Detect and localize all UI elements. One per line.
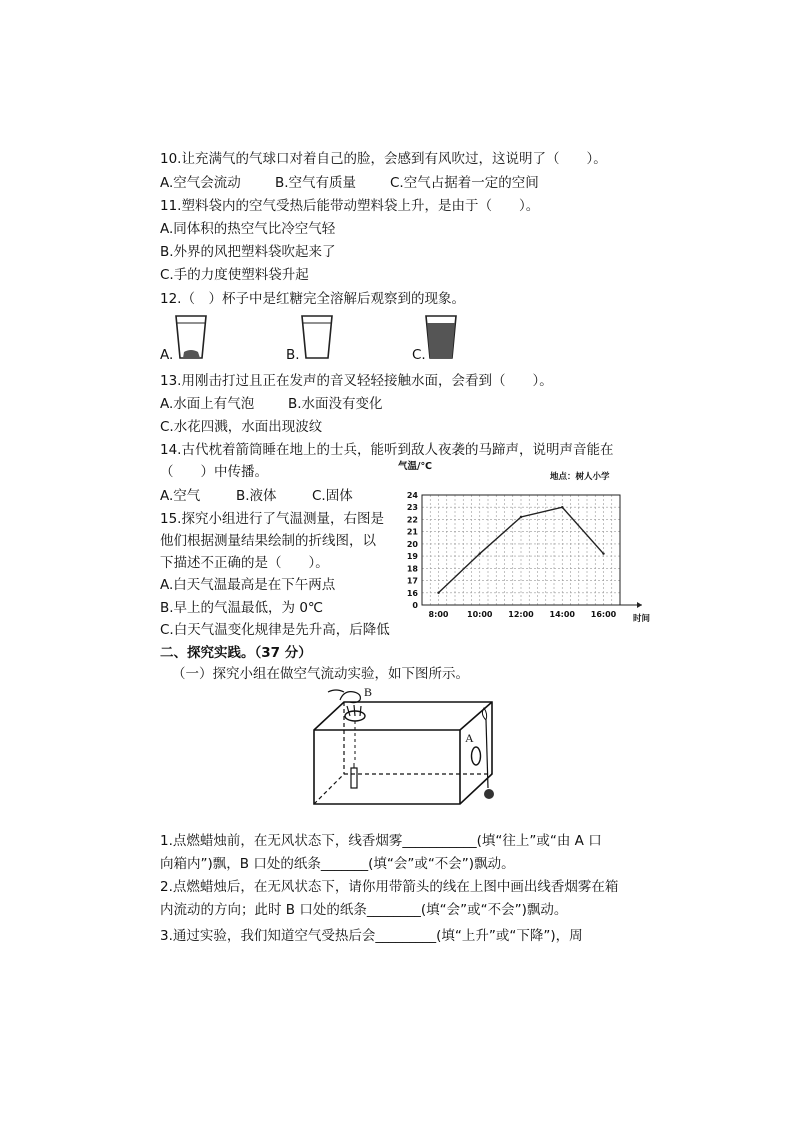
hand-icon (340, 692, 360, 703)
q10-option-b[interactable]: B.空气有质量 (275, 175, 357, 191)
q15-stem-line2: 他们根据测量结果绘制的折线图，以 (160, 533, 376, 549)
y-tick-label: 23 (406, 503, 418, 513)
q15-stem-line1: 15.探究小组进行了气温测量，右图是 (160, 511, 384, 527)
x-tick-label: 16:00 (590, 610, 617, 619)
data-point (479, 552, 481, 554)
data-point (602, 552, 604, 554)
section2-q1-line2: 向箱内”)飘，B 口处的纸条_______(填“会”或“不会”)飘动。 (160, 856, 515, 872)
y-tick-label: 22 (406, 515, 418, 525)
y-tick-label: 18 (406, 564, 418, 574)
cup-a-icon (174, 314, 208, 360)
chart-location-note: 地点：树人小学 (550, 472, 610, 482)
q15-option-b[interactable]: B.早上的气温最低，为 0℃ (160, 600, 324, 616)
q12-stem: 12.（ ）杯子中是红糖完全溶解后观察到的现象。 (160, 291, 465, 307)
section2-part1-intro: （一）探究小组在做空气流动实验，如下图所示。 (172, 666, 469, 682)
section2-title: 二、探究实践。（37 分） (160, 645, 312, 661)
q13-option-a[interactable]: A.水面上有气泡 (160, 396, 255, 412)
y-tick-label: 21 (406, 527, 418, 537)
q10-option-a[interactable]: A.空气会流动 (160, 175, 241, 191)
chart-grid (422, 495, 620, 605)
q11-option-c[interactable]: C.手的力度使塑料袋升起 (160, 267, 309, 283)
q10-option-c[interactable]: C.空气占据着一定的空间 (390, 175, 539, 191)
label-a: A (465, 731, 474, 745)
y-tick-label: 0 (412, 601, 418, 610)
q13-option-c[interactable]: C.水花四溅，水面出现波纹 (160, 419, 323, 435)
y-tick-label: 20 (406, 539, 418, 549)
temperature-line-chart (390, 455, 660, 630)
x-tick-label: 12:00 (508, 610, 534, 619)
cup-b-icon (300, 314, 334, 360)
q10-stem: 10.让充满气的气球口对着自己的脸，会感到有风吹过，这说明了（ ）。 (160, 151, 607, 167)
q13-stem: 13.用刚击打过且正在发声的音叉轻轻接触水面，会看到（ ）。 (160, 373, 553, 389)
q14-option-c[interactable]: C.固体 (312, 488, 353, 504)
section2-q3-line1: 3.通过实验，我们知道空气受热后会_________(填“上升”或“下降”)，周 (160, 928, 583, 944)
cup-c-icon (424, 314, 458, 360)
section2-q2-line2: 内流动的方向；此时 B 口处的纸条________(填“会”或“不会”)飘动。 (160, 902, 568, 918)
air-flow-box-diagram (300, 684, 512, 816)
y-tick-label: 17 (406, 576, 418, 586)
q12-option-c[interactable]: C. (412, 347, 426, 363)
q11-option-b[interactable]: B.外界的风把塑料袋吹起来了 (160, 244, 336, 260)
section2-q2-line1: 2.点燃蜡烛后，在无风状态下，请你用带箭头的线在上图中画出线香烟雾在箱 (160, 879, 619, 895)
q12-option-b[interactable]: B. (286, 347, 300, 363)
data-point (520, 516, 522, 518)
q14-stem-line2: （ ）中传播。 (160, 464, 268, 480)
q11-stem: 11.塑料袋内的空气受热后能带动塑料袋上升，是由于（ ）。 (160, 198, 540, 214)
q15-option-c[interactable]: C.白天气温变化规律是先升高，后降低 (160, 622, 390, 638)
q15-stem-line3: 下描述不正确的是（ ）。 (160, 555, 329, 571)
q14-option-b[interactable]: B.液体 (236, 488, 277, 504)
chart-ylabel: 气温/℃ (398, 461, 432, 472)
q15-option-a[interactable]: A.白天气温最高是在下午两点 (160, 577, 336, 593)
q12-option-a[interactable]: A. (160, 347, 174, 363)
y-tick-label: 19 (406, 552, 418, 562)
y-tick-label: 16 (406, 588, 418, 598)
x-tick-label: 14:00 (549, 610, 575, 619)
section2-q1-line1: 1.点燃蜡烛前，在无风状态下，线香烟雾___________(填“往上”或“由 A 口 (160, 833, 602, 849)
x-tick-label: 10:00 (467, 610, 493, 619)
q13-option-b[interactable]: B.水面没有变化 (288, 396, 383, 412)
data-point (561, 506, 563, 508)
q14-option-a[interactable]: A.空气 (160, 488, 201, 504)
chart-xlabel: 时间 (633, 614, 651, 624)
chart-y-ticks (407, 491, 419, 610)
y-tick-label: 24 (406, 491, 418, 500)
q11-option-a[interactable]: A.同体积的热空气比冷空气轻 (160, 221, 336, 237)
data-point (437, 592, 439, 594)
q14-stem-line1: 14.古代枕着箭筒睡在地上的士兵，能听到敌人夜袭的马蹄声，说明声音能在 (160, 442, 614, 458)
candle-icon (351, 768, 357, 788)
x-axis-arrow (637, 602, 642, 608)
label-b: B (364, 685, 373, 699)
chart-x-ticks (429, 610, 617, 619)
x-tick-label: 8:00 (428, 610, 449, 619)
